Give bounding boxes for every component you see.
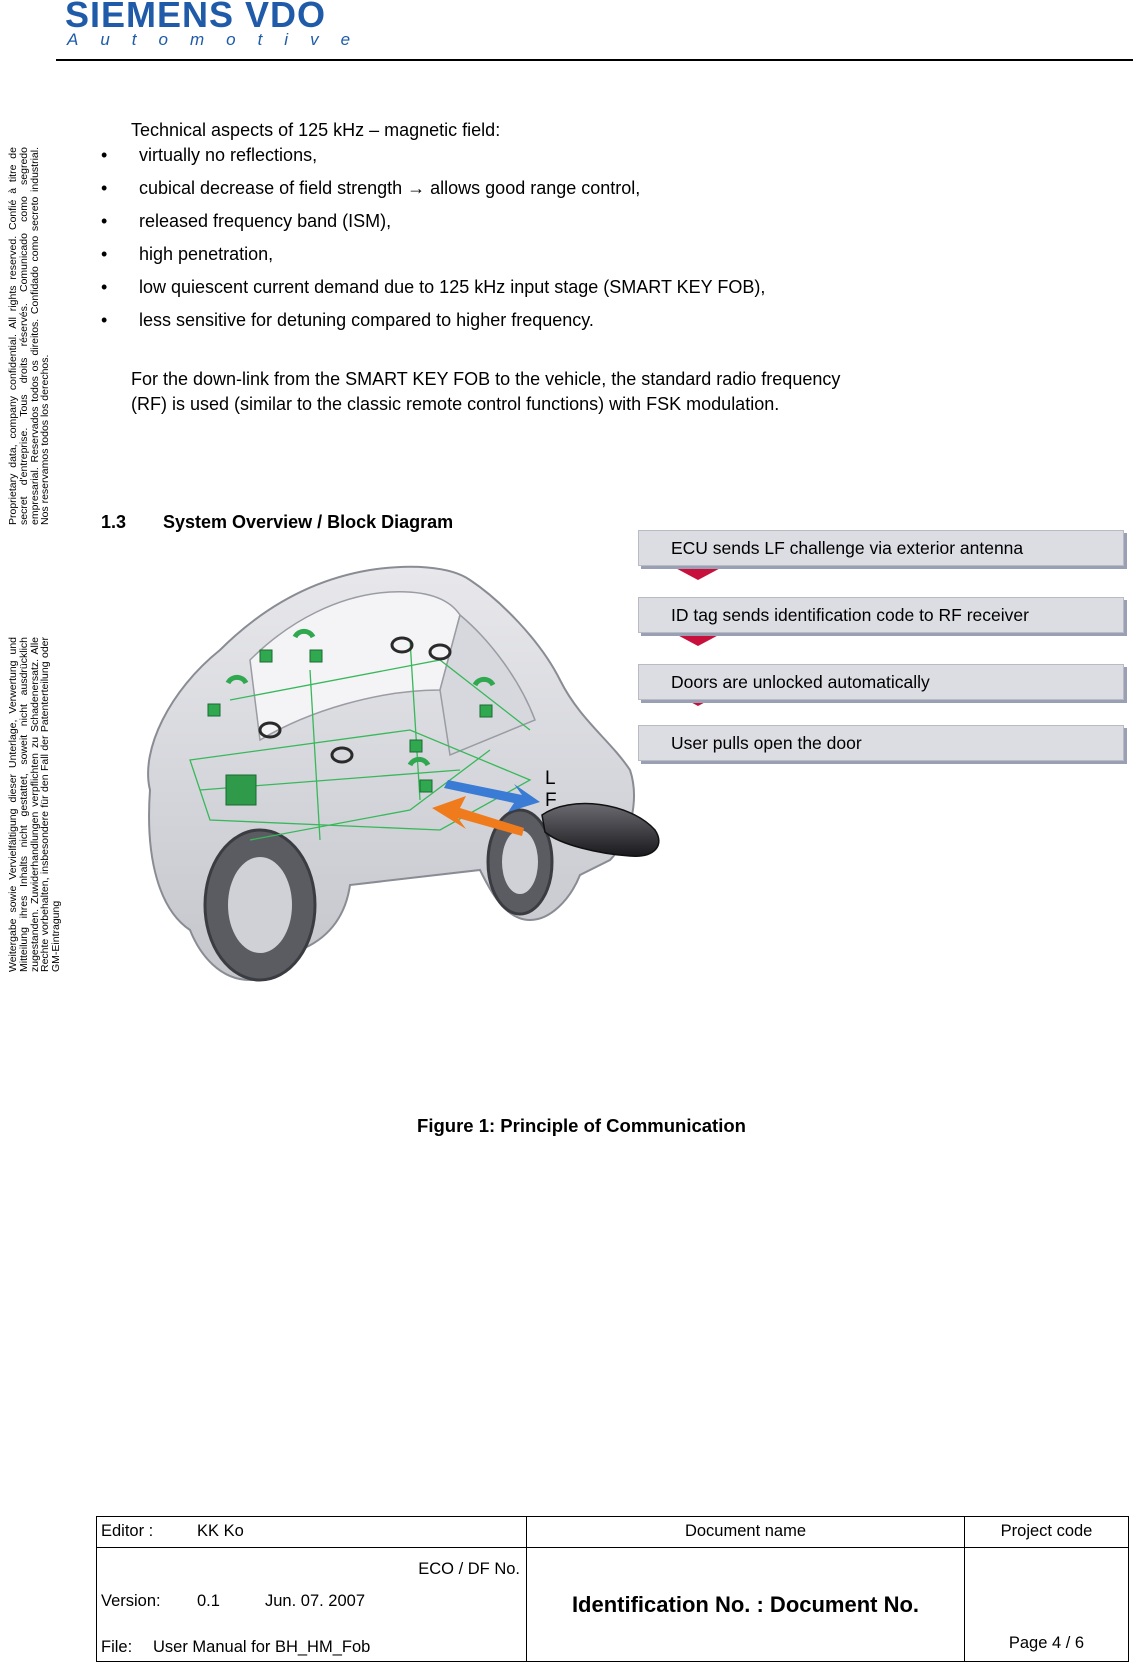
footer-table bbox=[96, 1516, 1129, 1662]
eco-label: ECO / DF No. bbox=[418, 1560, 520, 1578]
docname-header-cell bbox=[527, 1517, 965, 1548]
logo-sub-text: Automotive bbox=[67, 30, 373, 49]
section-title: System Overview / Block Diagram bbox=[163, 512, 454, 532]
ecu-block bbox=[226, 775, 256, 805]
list-item: • cubical decrease of field strength → allows good range control, bbox=[101, 178, 765, 211]
front-hub-shape bbox=[228, 857, 292, 953]
version-value: 0.1 bbox=[197, 1592, 220, 1610]
project-header-cell bbox=[965, 1517, 1129, 1548]
docname-label: Document name bbox=[684, 1522, 807, 1540]
rear-hub-shape bbox=[502, 830, 538, 894]
section-number: 1.3 bbox=[101, 512, 127, 532]
intro-text: Technical aspects of 125 kHz – magnetic field: bbox=[131, 120, 501, 140]
identification-text: Identification No. : Document No. bbox=[571, 1591, 920, 1617]
step-box bbox=[638, 664, 1124, 700]
step-label: User pulls open the door bbox=[671, 733, 862, 753]
block-diagram bbox=[110, 540, 1110, 1040]
lf-label-l: L bbox=[545, 768, 556, 789]
editor-label: Editor : bbox=[101, 1522, 154, 1540]
list-item: • low quiescent current demand due to 125 kHz input stage (SMART KEY FOB), bbox=[101, 277, 765, 310]
header-rule bbox=[56, 59, 1133, 61]
file-value: User Manual for BH_HM_Fob bbox=[153, 1638, 371, 1656]
version-row bbox=[101, 1592, 365, 1611]
identification-cell bbox=[527, 1548, 965, 1662]
figure-caption: Figure 1: Principle of Communication bbox=[417, 1115, 746, 1136]
page-number: Page 4 / 6 bbox=[1008, 1634, 1085, 1652]
proprietary-notice: Proprietary data, company confidential. All rights reserved. Confié à titre de secret d'entreprise. Tous droits réservés. Comunicado como segredo empresarial. Reservados todos os direitos. Confidado como secreto industrial. Nos reservamos todos los derechos. bbox=[7, 147, 52, 525]
list-item: • high penetration, bbox=[101, 244, 765, 277]
step-box bbox=[638, 597, 1124, 633]
version-label: Version: bbox=[101, 1592, 161, 1610]
step-label: ID tag sends identification code to RF receiver bbox=[671, 605, 1029, 625]
file-row bbox=[101, 1638, 370, 1657]
confidentiality-notice bbox=[8, 147, 51, 525]
downlink-line-1: For the down-link from the SMART KEY FOB to the vehicle, the standard radio frequency bbox=[131, 369, 841, 389]
list-item: • virtually no reflections, bbox=[101, 145, 765, 178]
section-heading bbox=[101, 512, 453, 533]
step-box bbox=[638, 530, 1124, 566]
project-label: Project code bbox=[1000, 1522, 1093, 1540]
page-cell bbox=[965, 1548, 1129, 1662]
step-box bbox=[638, 725, 1124, 761]
version-date: Jun. 07. 2007 bbox=[265, 1592, 365, 1610]
copyright-notice bbox=[8, 637, 62, 972]
step-label: ECU sends LF challenge via exterior antenna bbox=[671, 538, 1024, 558]
editor-cell bbox=[97, 1517, 527, 1548]
weitergabe-notice: Weitergabe sowie Vervielfältigung dieser Unterlage, Verwertung und Mitteilung ihres Inhalts nicht gestattet, soweit nicht ausdrücklich zugestanden. Zuwiderhandlungen verpflichten zu Schadenersatz. Alle Rechte vorbehalten, insbesondere für den Fall der Patenterteilung oder GM-Eintragung bbox=[7, 637, 63, 972]
step-label: Doors are unlocked automatically bbox=[671, 672, 930, 692]
version-file-cell bbox=[97, 1548, 527, 1662]
lf-label-f: F bbox=[545, 790, 557, 811]
siemens-vdo-logo bbox=[55, 0, 373, 56]
editor-value: KK Ko bbox=[197, 1522, 244, 1540]
logo-main-text: SIEMENS VDO bbox=[65, 0, 327, 35]
list-item: • less sensitive for detuning compared to higher frequency. bbox=[101, 310, 765, 343]
downlink-line-2: (RF) is used (similar to the classic remote control functions) with FSK modulation. bbox=[131, 394, 780, 414]
bullet-list bbox=[101, 145, 765, 343]
list-item: • released frequency band (ISM), bbox=[101, 211, 765, 244]
file-label: File: bbox=[101, 1638, 133, 1656]
